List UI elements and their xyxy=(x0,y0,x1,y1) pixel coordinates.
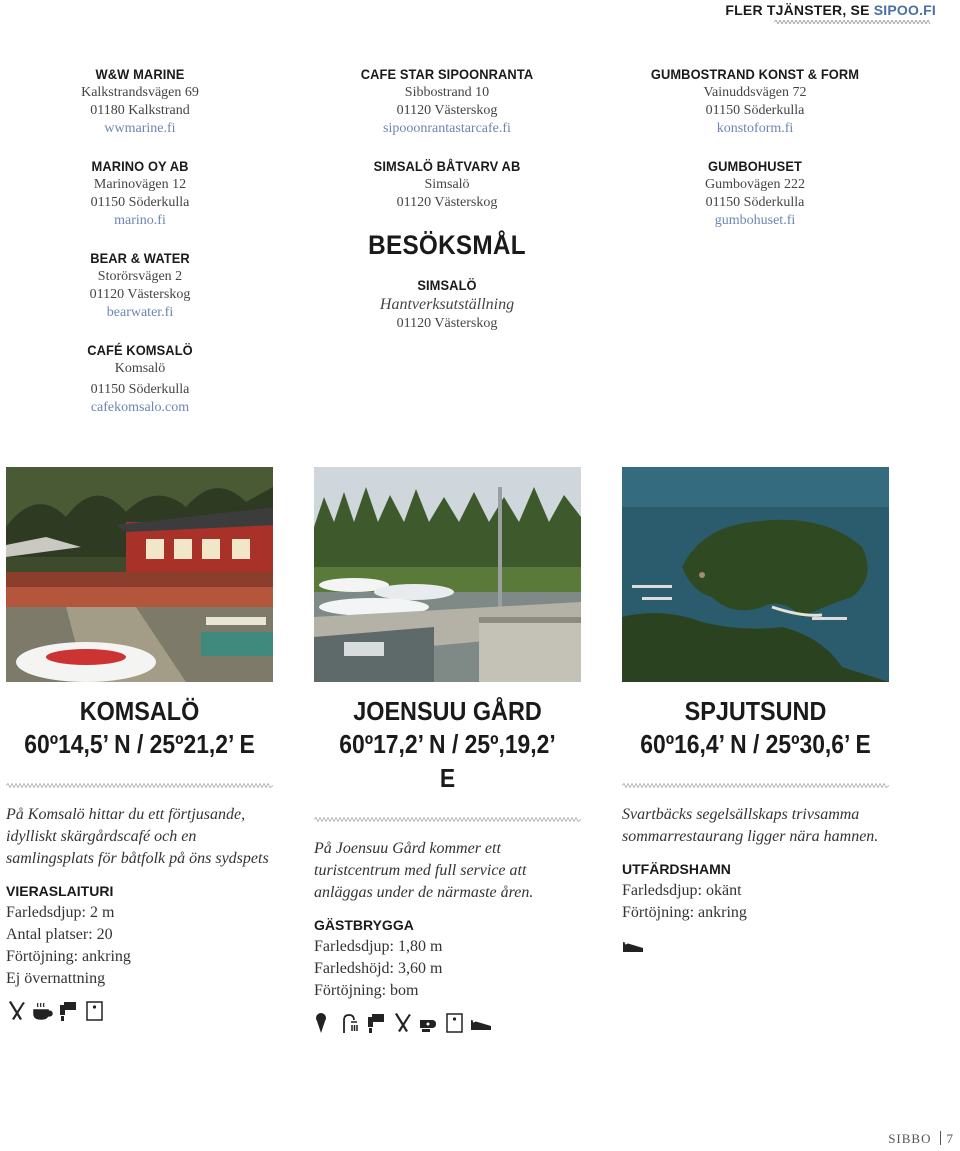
page-number: 7 xyxy=(946,1131,954,1146)
place-details xyxy=(6,804,273,1024)
entry-postcode: 01150 Söderkulla xyxy=(705,195,805,210)
place-details xyxy=(314,838,581,1036)
entry-name: CAFÉ KOMSALÖ xyxy=(87,342,193,358)
place-coordinates: 60º17,2’ N / 25º,19,2’ E xyxy=(339,729,556,793)
place-description: Svartbäcks segelsällskaps trivsamma sommarrestaurang ligger nära hamnen. xyxy=(622,806,879,845)
entry-name: GUMBOSTRAND KONST & FORM xyxy=(650,66,860,82)
harbor-type: UTFÄRDSHAMN xyxy=(622,861,731,877)
entry-address: Kalkstrandsvägen 69 xyxy=(81,85,199,100)
entry-address: Gumbovägen 222 xyxy=(705,177,805,192)
services-link-prefix: FLER TJÄNSTER, SE xyxy=(725,2,874,18)
entry-name: SIMSALÖ BÅTVARV AB xyxy=(373,158,521,174)
fact-depth: Farledsdjup: 2 m xyxy=(6,904,115,921)
entry-address: Marinovägen 12 xyxy=(93,177,187,192)
directory-entry xyxy=(0,156,290,230)
entry-website-link[interactable]: sipooonrantastarcafe.fi xyxy=(383,121,511,136)
place-joensuu xyxy=(314,695,581,1036)
section-heading: BESÖKSMÅL xyxy=(368,230,526,260)
entry-postcode: 01150 Söderkulla xyxy=(90,195,190,210)
place-title: KOMSALÖ xyxy=(79,696,200,726)
directory-entry xyxy=(297,275,597,333)
entry-postcode: 01120 Västerskog xyxy=(396,103,498,118)
entry-address: Sibbostrand 10 xyxy=(404,85,490,100)
directory-column-1 xyxy=(0,64,290,435)
entry-postcode: 01120 Västerskog xyxy=(396,316,498,331)
place-coordinates: 60º14,5’ N / 25º21,2’ E xyxy=(24,729,255,759)
entry-subtitle: Hantverksutställning xyxy=(379,296,515,313)
entry-address: Storörsvägen 2 xyxy=(97,269,183,284)
place-details xyxy=(622,804,889,958)
place-coordinates: 60º16,4’ N / 25º30,6’ E xyxy=(640,729,871,759)
entry-name: SIMSALÖ xyxy=(417,277,477,293)
footer-separator xyxy=(940,1131,941,1145)
place-komsalo xyxy=(6,695,273,1024)
cafe-icon xyxy=(32,1000,54,1022)
directory-entry xyxy=(605,156,905,230)
entry-postcode: 01120 Västerskog xyxy=(89,287,191,302)
water-tap-icon xyxy=(366,1012,388,1034)
sipoo-link[interactable]: SIPOO.FI xyxy=(873,2,936,18)
directory-entry xyxy=(0,248,290,322)
entry-address: Simsalö xyxy=(424,177,470,192)
joensuu-photo xyxy=(314,467,581,682)
service-icons xyxy=(314,1010,581,1036)
header-divider xyxy=(774,20,936,24)
footer-label: SIBBO xyxy=(888,1131,932,1146)
komsalo-photo xyxy=(6,467,273,682)
restaurant-icon xyxy=(392,1012,414,1034)
directory-column-3 xyxy=(605,64,905,248)
entry-postcode: 01150 Söderkulla xyxy=(705,103,805,118)
entry-name: GUMBOHUSET xyxy=(708,158,802,174)
water-tap-icon xyxy=(58,1000,80,1022)
services-link[interactable] xyxy=(725,2,936,18)
restaurant-icon xyxy=(6,1000,28,1022)
entry-name: BEAR & WATER xyxy=(90,250,190,266)
fact-mooring: Förtöjning: ankring xyxy=(6,948,131,965)
fact-mooring: Förtöjning: ankring xyxy=(622,904,747,921)
fact-height: Farledshöjd: 3,60 m xyxy=(314,960,443,977)
fact-depth: Farledsdjup: 1,80 m xyxy=(314,938,443,955)
entry-website-link[interactable]: cafekomsalo.com xyxy=(90,400,190,415)
shower-icon xyxy=(340,1012,362,1034)
place-spjutsund xyxy=(622,695,889,958)
place-title: JOENSUU GÅRD xyxy=(353,696,542,726)
service-icons xyxy=(622,932,889,958)
spjutsund-photo xyxy=(622,467,889,682)
fuel-icon xyxy=(418,1012,440,1034)
fact-overnight: Ej övernattning xyxy=(6,970,106,987)
toilet-icon xyxy=(84,1000,106,1022)
directory-column-2 xyxy=(297,64,597,351)
fact-depth: Farledsdjup: okänt xyxy=(622,882,742,899)
place-divider xyxy=(6,783,273,788)
entry-postcode: 01150 Söderkulla xyxy=(90,382,190,397)
directory-entry xyxy=(0,64,290,138)
entry-name: W&W MARINE xyxy=(95,66,185,82)
directory-entry xyxy=(605,64,905,138)
harbor-type: GÄSTBRYGGA xyxy=(314,917,414,933)
service-icons xyxy=(6,998,273,1024)
page-footer xyxy=(888,1131,954,1147)
place-divider xyxy=(622,783,889,788)
entry-name: CAFE STAR SIPOONRANTA xyxy=(360,66,534,82)
place-title: SPJUTSUND xyxy=(684,696,827,726)
directory-entry xyxy=(0,340,290,417)
harbor-type: VIERASLAITURI xyxy=(6,883,114,899)
slipway-icon xyxy=(622,934,644,956)
entry-website-link[interactable]: konstoform.fi xyxy=(716,121,794,136)
place-divider xyxy=(314,817,581,822)
fact-spaces: Antal platser: 20 xyxy=(6,926,113,943)
fact-mooring: Förtöjning: bom xyxy=(314,982,419,999)
entry-postcode: 01120 Västerskog xyxy=(396,195,498,210)
directory-entry xyxy=(297,64,597,138)
ice-cream-icon xyxy=(314,1012,336,1034)
entry-name: MARINO OY AB xyxy=(91,158,189,174)
slipway-icon xyxy=(470,1012,492,1034)
directory-entry xyxy=(297,156,597,212)
entry-postcode: 01180 Kalkstrand xyxy=(90,103,190,118)
entry-address: Vainuddsvägen 72 xyxy=(703,85,807,100)
place-description: På Komsalö hittar du ett förtjusande, idylliskt skärgårdscafé och en samlingsplats för båtfolk på öns sydspets xyxy=(6,806,269,867)
entry-website-link[interactable]: bearwater.fi xyxy=(106,305,174,320)
entry-website-link[interactable]: gumbohuset.fi xyxy=(714,213,796,228)
entry-website-link[interactable]: marino.fi xyxy=(114,213,166,228)
entry-website-link[interactable]: wwmarine.fi xyxy=(104,121,176,136)
place-description: På Joensuu Gård kommer ett turistcentrum med full service att anläggas under de närmaste åren. xyxy=(314,840,534,901)
toilet-icon xyxy=(444,1012,466,1034)
entry-address: Komsalö xyxy=(114,361,166,376)
